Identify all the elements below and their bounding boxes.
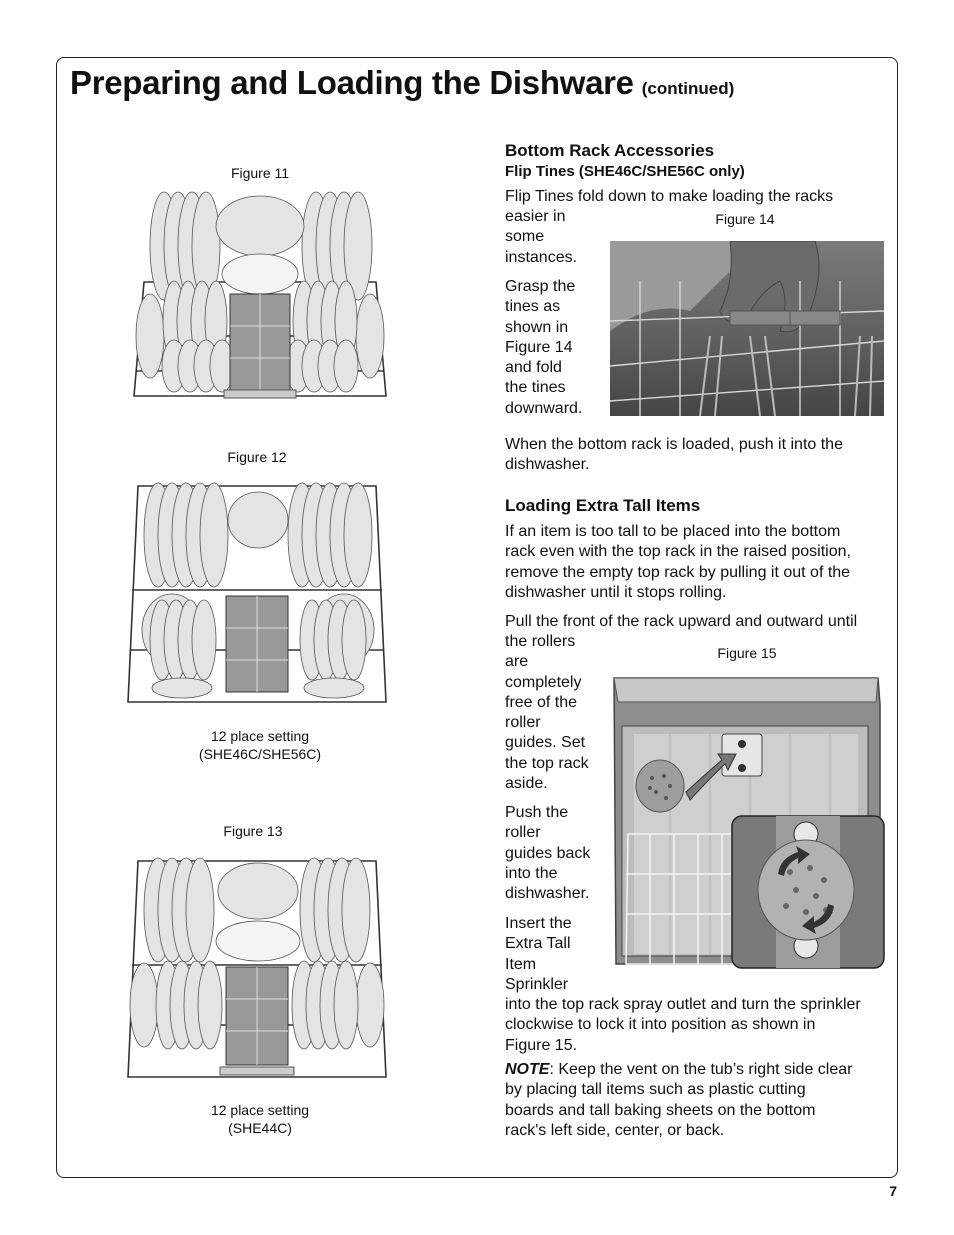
- page-number: 7: [889, 1183, 897, 1199]
- page-title: Preparing and Loading the Dishware (continued): [70, 64, 735, 101]
- figure-15-label: Figure 15: [717, 645, 777, 661]
- flip-tines-line1: Flip Tines fold down to make loading the racks: [505, 188, 834, 205]
- tall-items-para4-narrow: Insert the Extra Tall Item Sprinkler: [505, 915, 572, 993]
- loaded-text: When the bottom rack is loaded, push it into the dishwasher.: [505, 436, 843, 474]
- grasp-tines-text: Grasp the tines as shown in Figure 14 and fold the tines downward.: [505, 278, 583, 417]
- bottom-rack-heading: Bottom Rack Accessories: [505, 141, 715, 160]
- figure-14-label: Figure 14: [715, 211, 775, 227]
- note-label: NOTE: [505, 1061, 550, 1078]
- figure-12-rack-illustration: [122, 480, 392, 710]
- tall-items-para3: Push the roller guides back into the dishwasher.: [505, 804, 591, 903]
- tall-items-para2-narrow: the rollers are completely free of the roller guides. Set the top rack aside.: [505, 633, 589, 793]
- figure-15-illustration: [610, 674, 886, 970]
- figure-14-photo: [610, 241, 884, 416]
- figure-13-rack-illustration: [122, 855, 392, 1085]
- tall-items-heading: Loading Extra Tall Items: [505, 496, 701, 515]
- flip-tines-subheading: Flip Tines (SHE46C/SHE56C only): [505, 163, 745, 180]
- figure-12-label: Figure 12: [227, 449, 287, 465]
- tall-items-para1: If an item is too tall to be placed into the bottom rack even with the top rack in the raised position, remove the empty top rack by pulling it out of the dishwasher until it stops rolling.: [505, 523, 851, 601]
- tall-items-para4-wide: into the top rack spray outlet and turn the sprinkler clockwise to lock it into position as shown in Figure 15.: [505, 996, 861, 1054]
- tall-items-para2-top: Pull the front of the rack upward and outward until: [505, 613, 858, 630]
- note-text: NOTE: Keep the vent on the tub’s right side clear by placing tall items such as plastic cutting boards and tall baking sheets on the bottom rack's left side, center, or back.: [505, 1061, 853, 1139]
- figure-11-rack-illustration: [128, 186, 392, 406]
- figure-12-caption: 12 place setting (SHE46C/SHE56C): [198, 728, 322, 762]
- figure-11-label: Figure 11: [230, 165, 290, 181]
- continued-label: (continued): [641, 79, 735, 98]
- figure-13-label: Figure 13: [223, 823, 283, 839]
- flip-tines-narrow-text: easier in some instances.: [505, 208, 578, 266]
- figure-13-caption: 12 place setting (SHE44C): [210, 1102, 310, 1136]
